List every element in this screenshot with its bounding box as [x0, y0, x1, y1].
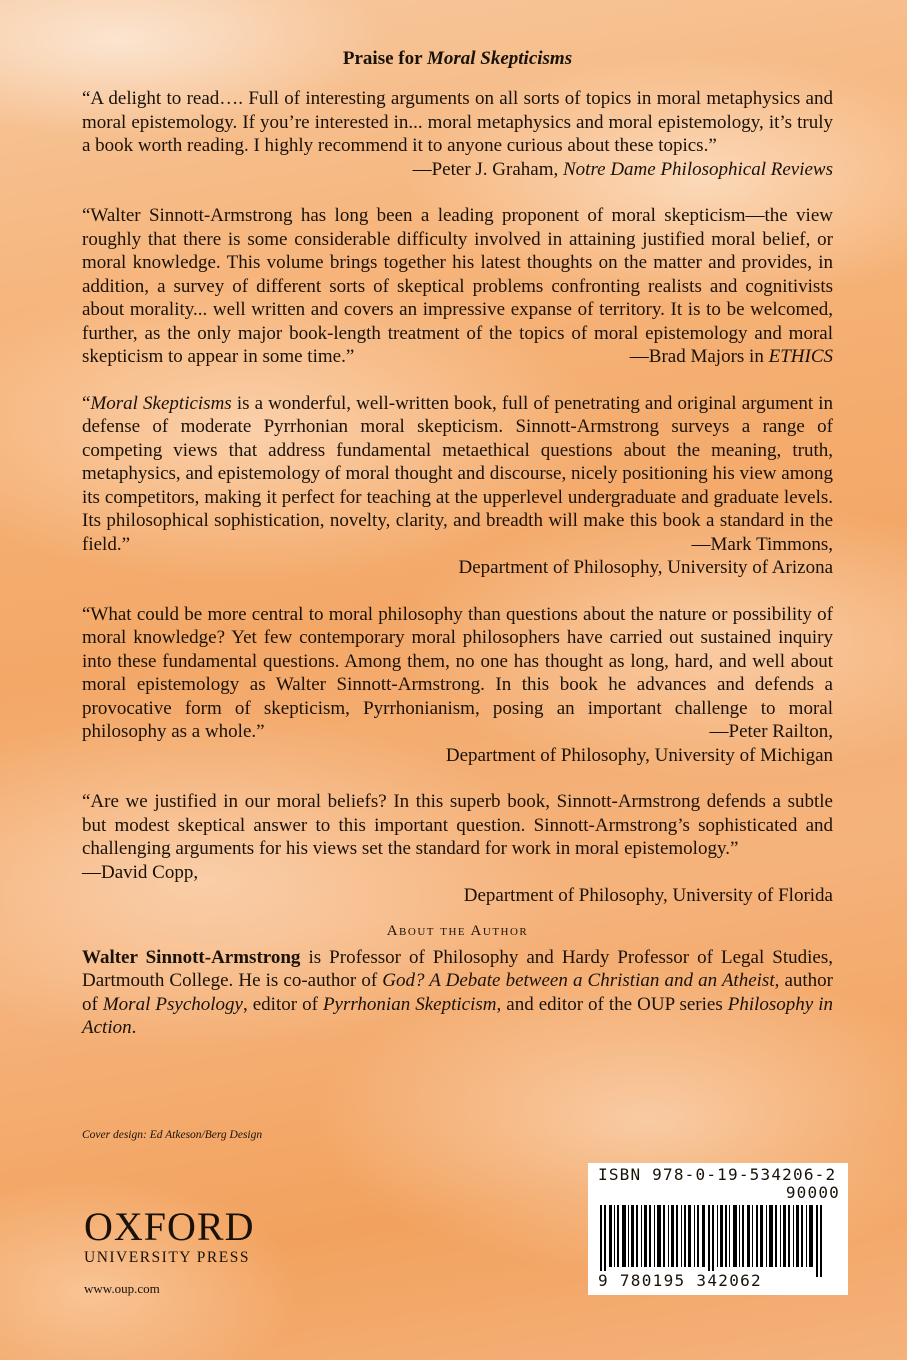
- author-name: Walter Sinnott-Armstrong: [82, 946, 301, 968]
- review-text: “Are we justified in our moral beliefs? In this superb book, Sinnott-Armstrong defends a subtle but modest skeptical answer to this important question. Sinnott-Armstrong’s sophisticated and challenging arguments for his views set the standard for work in moral epistemology.”: [82, 791, 833, 859]
- review-text: “A delight to read…. Full of interesting arguments on all sorts of topics in moral metaphysics and moral epistemology. If you’re interested in... moral metaphysics and moral epistemology, it’s truly a book worth reading. I highly recommend it to anyone curious about these topics.”: [82, 88, 833, 156]
- review-majors: [82, 204, 833, 369]
- ean-number: 9 780195 342062: [598, 1271, 765, 1290]
- book-title: Moral Skepticisms: [426, 48, 573, 69]
- publisher-url: www.oup.com: [84, 1281, 160, 1296]
- review-attribution: —Peter J. Graham, Notre Dame Philosophical Reviews: [412, 158, 833, 180]
- review-attribution: —David Copp,: [82, 861, 199, 883]
- review-attribution: —Brad Majors in ETHICS: [629, 346, 833, 367]
- review-text: “Walter Sinnott-Armstrong has long been a leading proponent of moral skepticism—the view roughly that there is some considerable difficulty involved in attaining justified moral belief, or moral knowledge. This volume brings together his latest thoughts on the matter and provides, in addition, a survey of different sorts of skeptical problems confronting realists and cognitivists about morality... well written and covers an impressive expanse of territory. It is to be welcomed, further, as the only major book-length treatment of the topics of moral epistemology and moral skepticism to appear in some time.”: [82, 205, 833, 367]
- cover-design-credit: Cover design: Ed Atkeson/Berg Design: [82, 1129, 263, 1141]
- publisher-logo: [84, 1204, 255, 1297]
- isbn-text: ISBN 978-0-19-534206-2: [598, 1165, 837, 1184]
- review-copp: [82, 790, 833, 908]
- review-department: Department of Philosophy, University of Michigan: [445, 744, 833, 766]
- price-code: 90000: [785, 1183, 840, 1202]
- review-attribution: —Mark Timmons,: [691, 533, 833, 555]
- isbn-barcode: [588, 1163, 848, 1295]
- review-text: “What could be more central to moral philosophy than questions about the nature or possibility of moral knowledge? Yet few contemporary moral philosophers have carried out sustained inquiry into these fundamental questions. Among them, no one has thought as long, hard, and well about moral epistemology as Walter Sinnott-Armstrong. In this book he advances and defends a provocative form of skepticism, Pyrrhonianism, posing an important challenge to moral philosophy as a whole.”: [82, 603, 833, 742]
- publisher-name: OXFORD: [84, 1204, 255, 1249]
- review-text: “Moral Skepticisms is a wonderful, well-written book, full of penetrating and original argument in defense of moderate Pyrrhonian moral skepticism. Sinnott-Armstrong surveys a range of competing views that address fundamental metaethical questions about the meaning, truth, metaphysics, and epistemology of moral thought and discourse, nicely positioning his view among its competitors, making it perfect for teaching at the upperlevel undergraduate and graduate levels. Its philosophical sophistication, novelty, clarity, and breadth will make this book a standard in the field.”: [82, 392, 833, 555]
- barcode-bars: [598, 1205, 838, 1277]
- praise-heading: Praise for Moral Skepticisms: [342, 48, 573, 69]
- back-cover-text: [82, 48, 833, 1040]
- review-timmons: [82, 392, 833, 580]
- about-heading: About the Author: [386, 922, 529, 939]
- review-railton: [82, 603, 833, 768]
- review-department: Department of Philosophy, University of Florida: [463, 885, 833, 906]
- review-department: Department of Philosophy, University of Arizona: [458, 557, 833, 578]
- about-author-text: Walter Sinnott-Armstrong is Professor of Philosophy and Hardy Professor of Legal Studies, Dartmouth College. He is co-author of God? A Debate between a Christian and an Atheist, author of Moral Psychology, editor of Pyrrhonian Skepticism, and editor of the OUP series Philosophy in Action.: [82, 946, 834, 1038]
- review-attribution: —Peter Railton,: [709, 721, 833, 742]
- publisher-press: UNIVERSITY PRESS: [84, 1249, 250, 1266]
- review-graham: [82, 87, 833, 181]
